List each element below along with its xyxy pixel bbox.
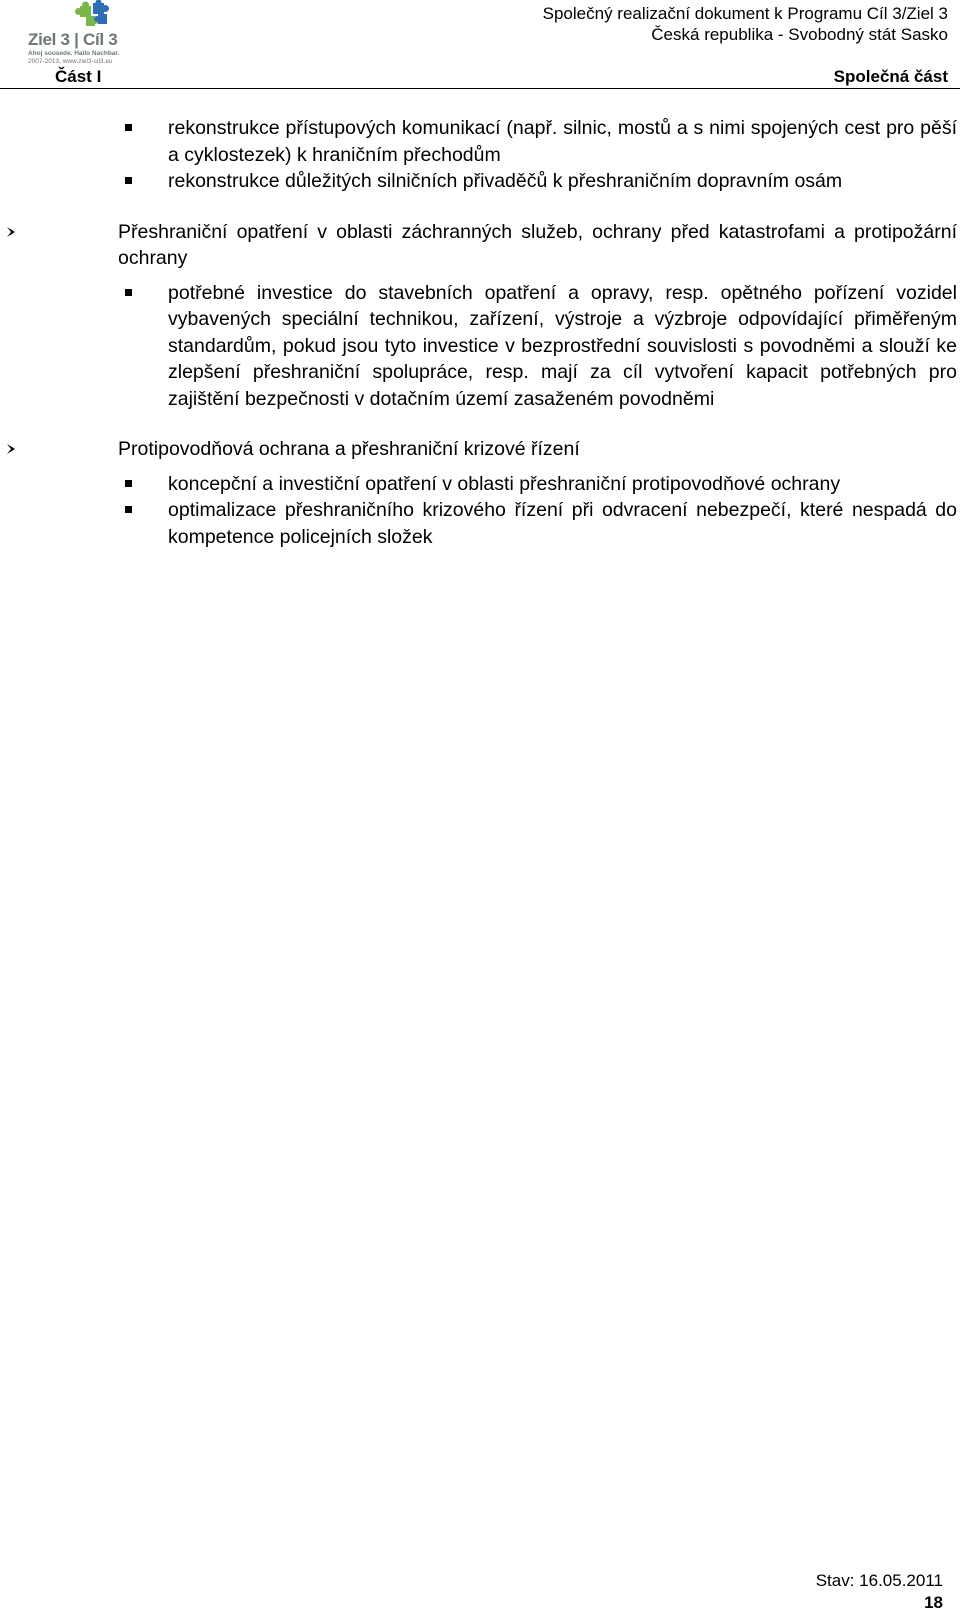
list-item: optimalizace přeshraničního krizového řízení při odvracení nebezpečí, které nespadá do kompetence policejních složek [0, 497, 960, 550]
logo-title: Ziel 3 | Cíl 3 [28, 30, 118, 49]
document-body [0, 115, 960, 550]
puzzle-icon [28, 0, 133, 32]
program-logo [28, 0, 133, 66]
list-item: rekonstrukce přístupových komunikací (např. silnic, mostů a s nimi spojených cest pro pěší a cyklostezek) k hraničním přechodům [0, 115, 960, 168]
document-title [543, 3, 948, 45]
arrow-bullet-icon [5, 443, 17, 455]
square-bullet-icon [125, 480, 132, 487]
header-divider [0, 88, 960, 89]
logo-url: 2007-2013, www.ziel3-cil3.eu [28, 58, 113, 65]
list-item: potřebné investice do stavebních opatření a opravy, resp. opětného pořízení vozidel vybavených speciální technikou, zařízení, výstroje a výzbroje odpovídající přiměřeným standardům, pokud jsou tyto investice v bezprostřední souvislosti s povodněmi a slouží ke zlepšení přeshraniční spolupráce, resp. mají za cíl vytvoření kapacit potřebných pro zajištění bezpečnosti v dotačním území zasaženém povodněmi [0, 280, 960, 413]
page-header [0, 0, 960, 92]
document-title-line2: Česká republika - Svobodný stát Sasko [651, 25, 948, 44]
section-heading: Přeshraniční opatření v oblasti záchranných služeb, ochrany před katastrofami a protipožární ochrany [0, 219, 960, 272]
status-date: Stav: 16.05.2011 [815, 1571, 943, 1590]
square-bullet-icon [125, 124, 132, 131]
arrow-bullet-icon [5, 226, 17, 238]
square-bullet-icon [125, 177, 132, 184]
square-bullet-icon [125, 506, 132, 513]
document-title-line1: Společný realizační dokument k Programu Cíl 3/Ziel 3 [542, 4, 948, 23]
list-item: koncepční a investiční opatření v oblasti přeshraniční protipovodňové ochrany [0, 471, 960, 498]
part-label: Část I [55, 67, 102, 86]
logo-tagline: Ahoj sousede. Hallo Nachbar. [28, 50, 120, 57]
square-bullet-icon [125, 289, 132, 296]
section-label: Společná část [833, 67, 948, 86]
section-heading: Protipovodňová ochrana a přeshraniční krizové řízení [0, 436, 960, 463]
page-number: 18 [924, 1593, 943, 1612]
list-item: rekonstrukce důležitých silničních přivaděčů k přeshraničním dopravním osám [0, 168, 960, 195]
